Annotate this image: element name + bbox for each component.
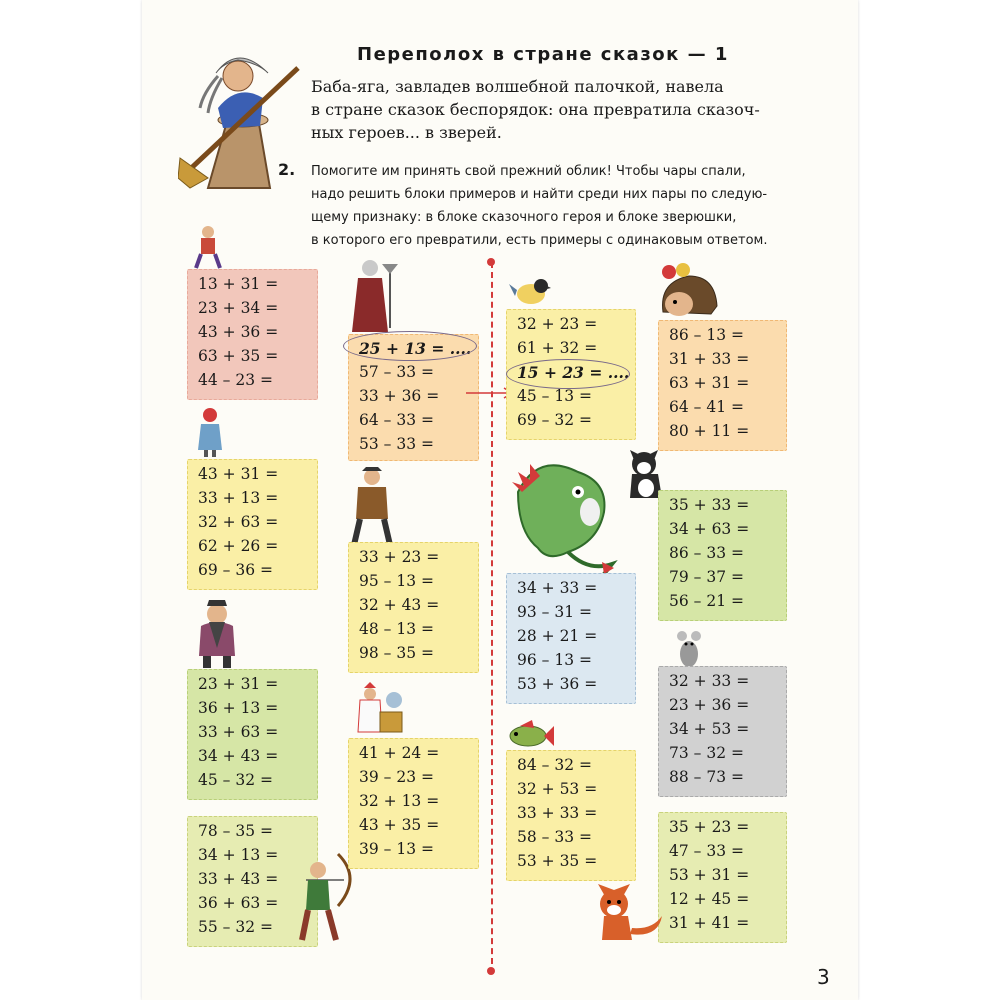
example-line: 69 – 36 = [198,561,273,579]
example-line: 32 + 23 = [517,315,598,333]
example-line: 61 + 32 = [517,339,598,357]
example-line: 39 – 23 = [359,768,434,786]
fox-icon [592,880,664,942]
example-line: 57 – 33 = [359,363,434,381]
example-line: 56 – 21 = [669,592,744,610]
example-block-b3 [348,738,479,869]
example-line: 48 – 13 = [359,620,434,638]
example-line: 63 + 35 = [198,347,279,365]
example-line: 28 + 21 = [517,627,598,645]
example-line: 44 – 23 = [198,371,273,389]
example-line-sample: 25 + 13 = .... [359,339,472,358]
example-line: 32 + 43 = [359,596,440,614]
old-woman-with-chest-icon [350,682,406,740]
example-block-b2 [348,542,479,673]
dragon-icon [508,452,630,576]
task-line: в которого его превратили, есть примеры с одинаковым ответом. [311,233,768,248]
example-line: 43 + 35 = [359,816,440,834]
example-line: 36 + 13 = [198,699,279,717]
example-line: 34 + 63 = [669,520,750,538]
example-line: 32 + 53 = [517,780,598,798]
example-line: 13 + 31 = [198,275,279,293]
page-title: Переполох в стране сказок — 1 [357,44,729,65]
example-line: 39 – 13 = [359,840,434,858]
example-line-sample: 15 + 23 = .... [517,363,630,382]
intro-text [311,75,781,144]
example-line: 53 + 35 = [517,852,598,870]
example-line: 45 – 13 = [517,387,592,405]
example-line: 34 + 43 = [198,747,279,765]
example-line: 33 + 36 = [359,387,440,405]
boy-character-icon [188,224,228,270]
example-line: 35 + 23 = [669,818,750,836]
example-line: 98 – 35 = [359,644,434,662]
example-line: 34 + 13 = [198,846,279,864]
example-line: 86 – 33 = [669,544,744,562]
fish-icon [504,720,554,750]
koschei-character-icon [346,258,402,334]
example-line: 53 + 31 = [669,866,750,884]
example-block-c2 [506,573,636,704]
example-line: 33 + 13 = [198,489,279,507]
task-line: Помогите им принять свой прежний облик! Чтобы чары спали, [311,164,746,179]
example-line: 80 + 11 = [669,422,750,440]
example-block-d4 [658,812,787,943]
example-line: 32 + 63 = [198,513,279,531]
karabas-character-icon [187,600,249,670]
example-line: 33 + 43 = [198,870,279,888]
warrior-character-icon [348,467,398,547]
task-line: надо решить блоки примеров и найти среди них пары по следую- [311,187,768,202]
example-line: 32 + 13 = [359,792,440,810]
example-line: 47 – 33 = [669,842,744,860]
example-line: 43 + 31 = [198,465,279,483]
example-line: 31 + 33 = [669,350,750,368]
task-text [311,160,791,252]
example-line: 64 – 41 = [669,398,744,416]
task-line: щему признаку: в блоке сказочного героя и блоке зверюшки, [311,210,737,225]
page-number: 3 [817,965,830,989]
task-number: 2. [278,160,296,179]
example-block-c3 [506,750,636,881]
example-line: 78 – 35 = [198,822,273,840]
example-block-a3 [187,669,318,800]
sample-highlight-oval [343,331,477,361]
example-line: 41 + 24 = [359,744,440,762]
example-line: 55 – 32 = [198,918,273,936]
example-line: 88 – 73 = [669,768,744,786]
example-line: 36 + 63 = [198,894,279,912]
example-line: 62 + 26 = [198,537,279,555]
example-line: 64 – 33 = [359,411,434,429]
example-line: 43 + 36 = [198,323,279,341]
example-line: 73 – 32 = [669,744,744,762]
bird-icon [509,276,551,308]
example-line: 34 + 33 = [517,579,598,597]
example-line: 58 – 33 = [517,828,592,846]
example-line: 33 + 33 = [517,804,598,822]
example-line: 86 – 13 = [669,326,744,344]
example-line: 35 + 33 = [669,496,750,514]
divider-bottom-dot [487,967,495,975]
example-block-a1 [187,269,318,400]
example-line: 45 – 32 = [198,771,273,789]
example-line: 53 + 36 = [517,675,598,693]
example-line: 23 + 31 = [198,675,279,693]
intro-line: Баба-яга, завладев волшебной палочкой, навела [311,77,724,96]
example-block-d2 [658,490,787,621]
example-line: 32 + 33 = [669,672,750,690]
example-line: 31 + 41 = [669,914,750,932]
example-line: 23 + 34 = [198,299,279,317]
example-line: 79 – 37 = [669,568,744,586]
example-line: 93 – 31 = [517,603,592,621]
example-line: 53 – 33 = [359,435,434,453]
example-line: 96 – 13 = [517,651,592,669]
example-line: 95 – 13 = [359,572,434,590]
hedgehog-icon [655,262,721,322]
example-line: 33 + 63 = [198,723,279,741]
example-line: 69 – 32 = [517,411,592,429]
intro-line: ных героев... в зверей. [311,123,502,142]
example-line: 63 + 31 = [669,374,750,392]
example-line: 84 – 32 = [517,756,592,774]
example-line: 34 + 53 = [669,720,750,738]
example-block-d1 [658,320,787,451]
example-line: 33 + 23 = [359,548,440,566]
intro-line: в стране сказок беспорядок: она превратила сказоч- [311,100,760,119]
example-block-a2 [187,459,318,590]
mouse-icon [674,630,704,670]
example-block-d3 [658,666,787,797]
sample-highlight-oval [506,359,630,389]
dashed-divider [491,262,493,974]
example-line: 23 + 36 = [669,696,750,714]
example-line: 12 + 45 = [669,890,750,908]
little-red-riding-hood-icon [195,406,225,458]
